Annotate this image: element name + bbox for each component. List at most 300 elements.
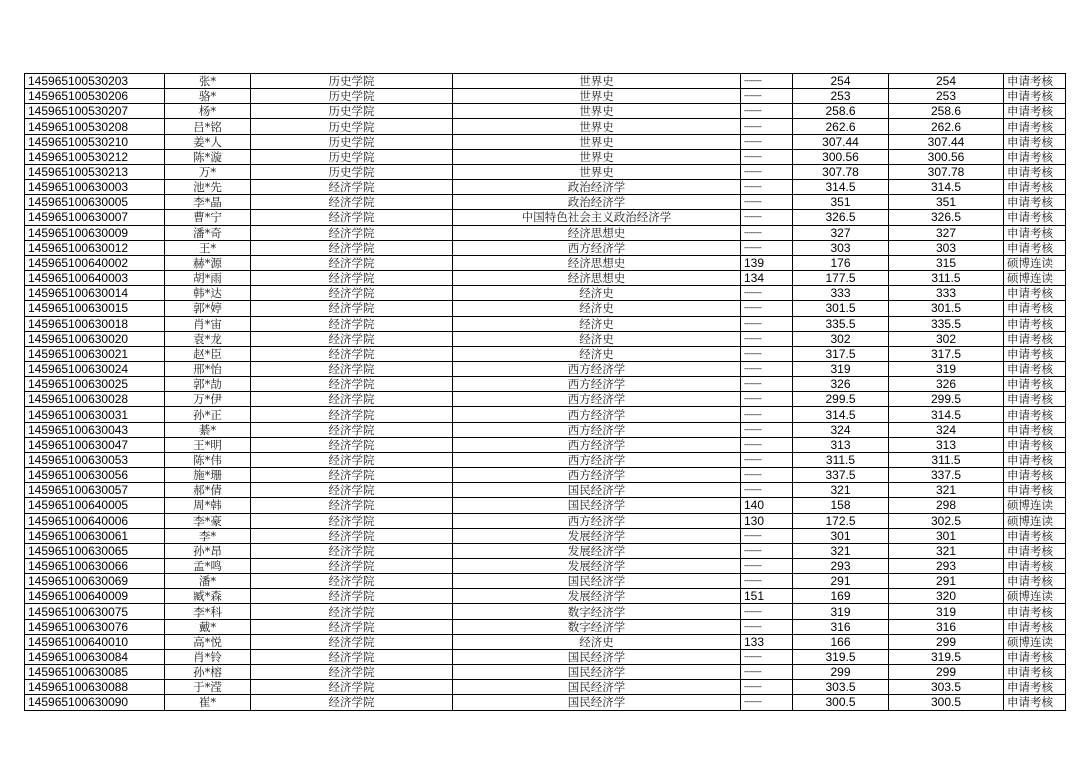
table-row [25,195,1066,210]
table-row [25,528,1066,543]
candidate-id-cell: 145965100530213 [25,164,165,179]
candidate-id-cell: 145965100630061 [25,528,165,543]
admission-type-cell: 申请考核 [1004,392,1066,407]
score-1-cell: -------- [741,331,793,346]
candidate-id-cell: 145965100630018 [25,316,165,331]
major-cell: 世界史 [453,119,741,134]
candidate-id-cell: 145965100630057 [25,483,165,498]
admission-type-cell: 申请考核 [1004,225,1066,240]
admission-type-cell: 申请考核 [1004,407,1066,422]
score-2-cell: 307.44 [793,134,889,149]
candidate-id-cell: 145965100640003 [25,271,165,286]
table-row [25,513,1066,528]
admission-type-cell: 申请考核 [1004,149,1066,164]
score-2-cell: 300.5 [793,695,889,710]
score-2-cell: 302 [793,331,889,346]
candidate-name-cell: 袁*龙 [165,331,251,346]
score-1-cell: 130 [741,513,793,528]
candidate-name-cell: 胡*雨 [165,271,251,286]
table-row [25,680,1066,695]
college-cell: 经济学院 [251,543,453,558]
college-cell: 经济学院 [251,271,453,286]
total-score-cell: 301 [889,528,1004,543]
total-score-cell: 316 [889,619,1004,634]
college-cell: 经济学院 [251,452,453,467]
score-1-cell: -------- [741,301,793,316]
score-2-cell: 299.5 [793,392,889,407]
total-score-cell: 314.5 [889,407,1004,422]
score-2-cell: 166 [793,634,889,649]
table-row [25,255,1066,270]
candidate-name-cell: 李*科 [165,604,251,619]
score-1-cell: 139 [741,255,793,270]
major-cell: 世界史 [453,89,741,104]
major-cell: 数字经济学 [453,619,741,634]
candidate-id-cell: 145965100630015 [25,301,165,316]
table-row [25,301,1066,316]
candidate-name-cell: 孟*鸣 [165,559,251,574]
candidate-id-cell: 145965100630012 [25,240,165,255]
college-cell: 经济学院 [251,695,453,710]
table-row [25,104,1066,119]
admission-type-cell: 硕博连读 [1004,589,1066,604]
candidate-id-cell: 145965100630025 [25,377,165,392]
score-2-cell: 337.5 [793,468,889,483]
score-1-cell: -------- [741,210,793,225]
table-row [25,286,1066,301]
candidate-id-cell: 145965100630069 [25,574,165,589]
total-score-cell: 333 [889,286,1004,301]
table-row [25,604,1066,619]
candidate-name-cell: 郭*婷 [165,301,251,316]
total-score-cell: 337.5 [889,468,1004,483]
candidate-name-cell: 郭*劼 [165,377,251,392]
table-row [25,346,1066,361]
candidate-name-cell: 李* [165,528,251,543]
candidate-id-cell: 145965100640010 [25,634,165,649]
candidate-name-cell: 王*明 [165,437,251,452]
college-cell: 经济学院 [251,665,453,680]
table-row [25,543,1066,558]
major-cell: 世界史 [453,149,741,164]
major-cell: 国民经济学 [453,680,741,695]
score-1-cell: 134 [741,271,793,286]
total-score-cell: 319.5 [889,649,1004,664]
total-score-cell: 303 [889,240,1004,255]
candidate-name-cell: 孙*昂 [165,543,251,558]
score-2-cell: 314.5 [793,407,889,422]
college-cell: 经济学院 [251,513,453,528]
college-cell: 经济学院 [251,528,453,543]
candidate-id-cell: 145965100630088 [25,680,165,695]
college-cell: 历史学院 [251,89,453,104]
total-score-cell: 298 [889,498,1004,513]
total-score-cell: 253 [889,89,1004,104]
major-cell: 经济史 [453,331,741,346]
score-1-cell: -------- [741,422,793,437]
table-row [25,210,1066,225]
candidate-name-cell: 李*晶 [165,195,251,210]
admission-type-cell: 申请考核 [1004,559,1066,574]
score-table [24,73,1066,711]
admission-type-cell: 硕博连读 [1004,634,1066,649]
admission-type-cell: 申请考核 [1004,119,1066,134]
table-row [25,634,1066,649]
admission-type-cell: 申请考核 [1004,134,1066,149]
candidate-name-cell: 邢*怡 [165,361,251,376]
major-cell: 世界史 [453,134,741,149]
major-cell: 国民经济学 [453,665,741,680]
admission-type-cell: 申请考核 [1004,164,1066,179]
total-score-cell: 299.5 [889,392,1004,407]
admission-type-cell: 申请考核 [1004,452,1066,467]
total-score-cell: 262.6 [889,119,1004,134]
college-cell: 历史学院 [251,134,453,149]
table-row [25,377,1066,392]
score-1-cell: -------- [741,286,793,301]
table-row [25,392,1066,407]
admission-type-cell: 硕博连读 [1004,498,1066,513]
college-cell: 经济学院 [251,498,453,513]
candidate-id-cell: 145965100530203 [25,74,165,89]
table-row [25,331,1066,346]
score-2-cell: 321 [793,483,889,498]
admission-type-cell: 申请考核 [1004,346,1066,361]
admission-type-cell: 申请考核 [1004,665,1066,680]
candidate-name-cell: 孙*正 [165,407,251,422]
score-1-cell: 133 [741,634,793,649]
major-cell: 西方经济学 [453,407,741,422]
college-cell: 经济学院 [251,392,453,407]
table-row [25,74,1066,89]
table-row [25,437,1066,452]
candidate-name-cell: 高*悦 [165,634,251,649]
total-score-cell: 293 [889,559,1004,574]
candidate-name-cell: 赫*源 [165,255,251,270]
major-cell: 发展经济学 [453,589,741,604]
total-score-cell: 321 [889,483,1004,498]
major-cell: 西方经济学 [453,361,741,376]
table-row [25,498,1066,513]
total-score-cell: 302 [889,331,1004,346]
score-1-cell: -------- [741,649,793,664]
college-cell: 经济学院 [251,195,453,210]
major-cell: 西方经济学 [453,452,741,467]
total-score-cell: 321 [889,543,1004,558]
total-score-cell: 326 [889,377,1004,392]
score-2-cell: 317.5 [793,346,889,361]
total-score-cell: 300.56 [889,149,1004,164]
candidate-id-cell: 145965100630024 [25,361,165,376]
candidate-id-cell: 145965100630031 [25,407,165,422]
candidate-id-cell: 145965100630076 [25,619,165,634]
candidate-id-cell: 145965100630085 [25,665,165,680]
major-cell: 发展经济学 [453,543,741,558]
score-1-cell: -------- [741,559,793,574]
admission-type-cell: 申请考核 [1004,210,1066,225]
candidate-id-cell: 145965100530212 [25,149,165,164]
score-1-cell: -------- [741,665,793,680]
score-1-cell: -------- [741,604,793,619]
candidate-id-cell: 145965100630005 [25,195,165,210]
table-row [25,180,1066,195]
admission-type-cell: 申请考核 [1004,604,1066,619]
table-row [25,649,1066,664]
admission-type-cell: 申请考核 [1004,619,1066,634]
table-row [25,589,1066,604]
total-score-cell: 307.78 [889,164,1004,179]
college-cell: 历史学院 [251,119,453,134]
major-cell: 西方经济学 [453,422,741,437]
admission-type-cell: 申请考核 [1004,240,1066,255]
admission-type-cell: 申请考核 [1004,331,1066,346]
major-cell: 西方经济学 [453,468,741,483]
candidate-name-cell: 骆* [165,89,251,104]
score-1-cell: -------- [741,377,793,392]
table-row [25,422,1066,437]
major-cell: 国民经济学 [453,483,741,498]
score-2-cell: 319 [793,604,889,619]
score-2-cell: 291 [793,574,889,589]
admission-type-cell: 申请考核 [1004,104,1066,119]
table-row [25,483,1066,498]
score-2-cell: 327 [793,225,889,240]
score-1-cell: -------- [741,149,793,164]
table-row [25,89,1066,104]
college-cell: 历史学院 [251,164,453,179]
college-cell: 经济学院 [251,483,453,498]
table-row [25,119,1066,134]
score-2-cell: 262.6 [793,119,889,134]
candidate-id-cell: 145965100630021 [25,346,165,361]
major-cell: 中国特色社会主义政治经济学 [453,210,741,225]
candidate-id-cell: 145965100530207 [25,104,165,119]
admission-type-cell: 申请考核 [1004,649,1066,664]
table-row [25,225,1066,240]
table-row [25,468,1066,483]
candidate-name-cell: 陈*伟 [165,452,251,467]
candidate-name-cell: 韩*达 [165,286,251,301]
candidate-id-cell: 145965100630007 [25,210,165,225]
college-cell: 经济学院 [251,377,453,392]
college-cell: 经济学院 [251,422,453,437]
major-cell: 西方经济学 [453,513,741,528]
candidate-name-cell: 潘*奇 [165,225,251,240]
table-row [25,164,1066,179]
score-2-cell: 293 [793,559,889,574]
score-1-cell: -------- [741,619,793,634]
score-1-cell: -------- [741,680,793,695]
candidate-id-cell: 145965100630014 [25,286,165,301]
admission-type-cell: 申请考核 [1004,180,1066,195]
college-cell: 经济学院 [251,331,453,346]
candidate-name-cell: 陈*漩 [165,149,251,164]
candidate-id-cell: 145965100640005 [25,498,165,513]
candidate-id-cell: 145965100640002 [25,255,165,270]
score-1-cell: -------- [741,119,793,134]
total-score-cell: 254 [889,74,1004,89]
score-2-cell: 311.5 [793,452,889,467]
college-cell: 历史学院 [251,104,453,119]
table-row [25,559,1066,574]
candidate-id-cell: 145965100630020 [25,331,165,346]
candidate-name-cell: 万*伊 [165,392,251,407]
total-score-cell: 291 [889,574,1004,589]
admission-type-cell: 申请考核 [1004,422,1066,437]
score-2-cell: 321 [793,543,889,558]
candidate-name-cell: 施*珊 [165,468,251,483]
candidate-id-cell: 145965100630009 [25,225,165,240]
candidate-id-cell: 145965100630053 [25,452,165,467]
total-score-cell: 301.5 [889,301,1004,316]
total-score-cell: 320 [889,589,1004,604]
total-score-cell: 313 [889,437,1004,452]
score-2-cell: 176 [793,255,889,270]
candidate-name-cell: 臧*森 [165,589,251,604]
score-2-cell: 351 [793,195,889,210]
candidate-name-cell: 綦* [165,422,251,437]
college-cell: 经济学院 [251,301,453,316]
table-row [25,695,1066,710]
score-1-cell: -------- [741,543,793,558]
candidate-name-cell: 王* [165,240,251,255]
candidate-id-cell: 145965100630090 [25,695,165,710]
college-cell: 经济学院 [251,680,453,695]
score-2-cell: 316 [793,619,889,634]
college-cell: 经济学院 [251,589,453,604]
score-1-cell: -------- [741,164,793,179]
admission-type-cell: 硕博连读 [1004,271,1066,286]
candidate-id-cell: 145965100530210 [25,134,165,149]
score-2-cell: 333 [793,286,889,301]
major-cell: 数字经济学 [453,604,741,619]
score-1-cell: -------- [741,89,793,104]
major-cell: 西方经济学 [453,377,741,392]
total-score-cell: 317.5 [889,346,1004,361]
candidate-name-cell: 孙*榕 [165,665,251,680]
candidate-name-cell: 吕*铭 [165,119,251,134]
score-2-cell: 172.5 [793,513,889,528]
major-cell: 世界史 [453,74,741,89]
candidate-name-cell: 周*韩 [165,498,251,513]
admission-type-cell: 申请考核 [1004,301,1066,316]
score-2-cell: 254 [793,74,889,89]
candidate-name-cell: 杨* [165,104,251,119]
college-cell: 经济学院 [251,604,453,619]
major-cell: 国民经济学 [453,498,741,513]
total-score-cell: 327 [889,225,1004,240]
college-cell: 经济学院 [251,210,453,225]
major-cell: 经济史 [453,346,741,361]
admission-type-cell: 申请考核 [1004,377,1066,392]
total-score-cell: 303.5 [889,680,1004,695]
total-score-cell: 311.5 [889,271,1004,286]
table-row [25,361,1066,376]
college-cell: 经济学院 [251,180,453,195]
candidate-id-cell: 145965100530208 [25,119,165,134]
admission-type-cell: 硕博连读 [1004,255,1066,270]
score-1-cell: -------- [741,468,793,483]
candidate-name-cell: 赵*臣 [165,346,251,361]
score-2-cell: 258.6 [793,104,889,119]
total-score-cell: 311.5 [889,452,1004,467]
score-2-cell: 301.5 [793,301,889,316]
candidate-id-cell: 145965100630003 [25,180,165,195]
admission-type-cell: 申请考核 [1004,437,1066,452]
major-cell: 经济史 [453,316,741,331]
score-2-cell: 303 [793,240,889,255]
major-cell: 西方经济学 [453,437,741,452]
college-cell: 经济学院 [251,468,453,483]
table-row [25,665,1066,680]
college-cell: 经济学院 [251,361,453,376]
candidate-id-cell: 145965100630065 [25,543,165,558]
major-cell: 经济史 [453,286,741,301]
major-cell: 国民经济学 [453,649,741,664]
score-2-cell: 319.5 [793,649,889,664]
score-2-cell: 319 [793,361,889,376]
total-score-cell: 351 [889,195,1004,210]
score-1-cell: -------- [741,574,793,589]
college-cell: 经济学院 [251,634,453,649]
table-row [25,316,1066,331]
score-2-cell: 300.56 [793,149,889,164]
score-1-cell: -------- [741,316,793,331]
major-cell: 经济史 [453,634,741,649]
major-cell: 发展经济学 [453,559,741,574]
score-2-cell: 324 [793,422,889,437]
total-score-cell: 335.5 [889,316,1004,331]
table-row [25,134,1066,149]
admission-type-cell: 申请考核 [1004,286,1066,301]
major-cell: 世界史 [453,164,741,179]
admission-type-cell: 申请考核 [1004,195,1066,210]
score-1-cell: -------- [741,74,793,89]
college-cell: 经济学院 [251,574,453,589]
admission-type-cell: 申请考核 [1004,528,1066,543]
admission-type-cell: 申请考核 [1004,483,1066,498]
college-cell: 经济学院 [251,437,453,452]
admission-type-cell: 申请考核 [1004,680,1066,695]
candidate-id-cell: 145965100630056 [25,468,165,483]
college-cell: 经济学院 [251,286,453,301]
college-cell: 经济学院 [251,619,453,634]
table-body [25,74,1066,711]
total-score-cell: 315 [889,255,1004,270]
college-cell: 经济学院 [251,316,453,331]
total-score-cell: 324 [889,422,1004,437]
candidate-id-cell: 145965100630084 [25,649,165,664]
major-cell: 经济思想史 [453,255,741,270]
total-score-cell: 319 [889,604,1004,619]
candidate-name-cell: 戴* [165,619,251,634]
candidate-name-cell: 崔* [165,695,251,710]
score-2-cell: 307.78 [793,164,889,179]
college-cell: 经济学院 [251,649,453,664]
candidate-name-cell: 李*豪 [165,513,251,528]
major-cell: 世界史 [453,104,741,119]
candidate-name-cell: 池*先 [165,180,251,195]
table-row [25,271,1066,286]
total-score-cell: 299 [889,634,1004,649]
table-row [25,619,1066,634]
score-2-cell: 301 [793,528,889,543]
candidate-name-cell: 潘* [165,574,251,589]
major-cell: 西方经济学 [453,392,741,407]
total-score-cell: 299 [889,665,1004,680]
major-cell: 国民经济学 [453,574,741,589]
major-cell: 西方经济学 [453,240,741,255]
